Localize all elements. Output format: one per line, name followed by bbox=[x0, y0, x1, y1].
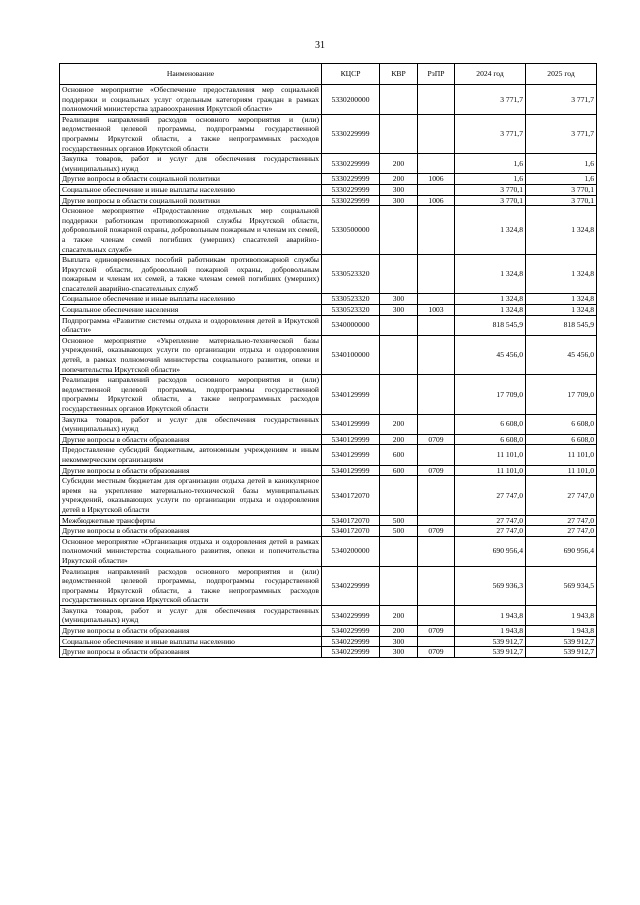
cell-kvr bbox=[380, 335, 418, 374]
cell-kcsr: 5330523320 bbox=[322, 255, 380, 294]
table-row bbox=[60, 85, 597, 115]
cell-2024: 3 770,1 bbox=[455, 195, 526, 206]
cell-kvr: 300 bbox=[380, 647, 418, 658]
cell-kvr: 200 bbox=[380, 626, 418, 637]
header-2025: 2025 год bbox=[526, 64, 597, 85]
page-number: 31 bbox=[315, 40, 325, 51]
cell-name: Закупка товаров, работ и услуг для обеспечения государственных (муниципальных) нужд bbox=[60, 414, 322, 434]
cell-kcsr: 5340200000 bbox=[322, 536, 380, 566]
cell-2025: 27 747,0 bbox=[526, 476, 597, 515]
cell-2025: 1 943,8 bbox=[526, 605, 597, 625]
header-name: Наименование bbox=[60, 64, 322, 85]
cell-kcsr: 5330229999 bbox=[322, 195, 380, 206]
cell-name: Субсидии местным бюджетам для организации отдыха детей в каникулярное время на укрепление материально-технической базы муниципальных учреждений, оказывающих услуги по организации отдыха и оздоровления детей в Иркутской области bbox=[60, 476, 322, 515]
cell-2025: 45 456,0 bbox=[526, 335, 597, 374]
cell-name: Социальное обеспечение и иные выплаты населению bbox=[60, 636, 322, 647]
cell-2024: 1 943,8 bbox=[455, 605, 526, 625]
cell-kvr: 300 bbox=[380, 636, 418, 647]
cell-kcsr: 5340229999 bbox=[322, 605, 380, 625]
cell-2025: 690 956,4 bbox=[526, 536, 597, 566]
table-row bbox=[60, 315, 597, 335]
table-row bbox=[60, 305, 597, 316]
cell-name: Основное мероприятие «Обеспечение предоставления мер социальной поддержки и социальных услуг отдельным категориям граждан в рамках полномочий министерства здравоохранения Иркутской области» bbox=[60, 85, 322, 115]
cell-name: Другие вопросы в области образования bbox=[60, 465, 322, 476]
cell-kcsr: 5340229999 bbox=[322, 566, 380, 605]
cell-rzpr bbox=[418, 335, 455, 374]
cell-2025: 27 747,0 bbox=[526, 526, 597, 537]
cell-rzpr: 0709 bbox=[418, 434, 455, 445]
cell-name: Основное мероприятие «Организация отдыха и оздоровления детей в рамках полномочий министерства социального развития, опеки и попечительства Иркутской области» bbox=[60, 536, 322, 566]
cell-2025: 1 324,8 bbox=[526, 305, 597, 316]
cell-kvr bbox=[380, 315, 418, 335]
cell-rzpr bbox=[418, 414, 455, 434]
table-row bbox=[60, 154, 597, 174]
cell-name: Социальное обеспечение населения bbox=[60, 305, 322, 316]
cell-kvr: 300 bbox=[380, 294, 418, 305]
table-row bbox=[60, 335, 597, 374]
cell-rzpr: 0709 bbox=[418, 647, 455, 658]
cell-kcsr: 5330523320 bbox=[322, 294, 380, 305]
cell-rzpr: 1006 bbox=[418, 195, 455, 206]
cell-2025: 11 101,0 bbox=[526, 445, 597, 465]
table-row bbox=[60, 605, 597, 625]
cell-name: Социальное обеспечение и иные выплаты населению bbox=[60, 184, 322, 195]
cell-name: Другие вопросы в области образования bbox=[60, 647, 322, 658]
cell-name: Другие вопросы в области образования bbox=[60, 434, 322, 445]
cell-kcsr: 5340129999 bbox=[322, 375, 380, 414]
table-row bbox=[60, 174, 597, 185]
cell-rzpr bbox=[418, 154, 455, 174]
cell-kcsr: 5340172070 bbox=[322, 515, 380, 526]
cell-kcsr: 5330500000 bbox=[322, 206, 380, 255]
cell-kcsr: 5340229999 bbox=[322, 647, 380, 658]
cell-name: Другие вопросы в области образования bbox=[60, 526, 322, 537]
cell-kcsr: 5340172070 bbox=[322, 476, 380, 515]
cell-2024: 11 101,0 bbox=[455, 445, 526, 465]
table-header-row bbox=[60, 64, 597, 85]
cell-2024: 1 324,8 bbox=[455, 305, 526, 316]
cell-2024: 3 771,7 bbox=[455, 114, 526, 153]
cell-name: Реализация направлений расходов основного мероприятия и (или) ведомственной целевой программы, подпрограммы государственной программы Иркутской области, а также непрограммных расходов государственных органов Иркутской области bbox=[60, 375, 322, 414]
cell-2024: 539 912,7 bbox=[455, 636, 526, 647]
cell-name: Межбюджетные трансферты bbox=[60, 515, 322, 526]
cell-2024: 27 747,0 bbox=[455, 515, 526, 526]
cell-kcsr: 5340129999 bbox=[322, 465, 380, 476]
cell-rzpr bbox=[418, 315, 455, 335]
cell-kvr bbox=[380, 375, 418, 414]
cell-2024: 11 101,0 bbox=[455, 465, 526, 476]
cell-kvr: 300 bbox=[380, 195, 418, 206]
cell-kcsr: 5340000000 bbox=[322, 315, 380, 335]
cell-kvr: 200 bbox=[380, 174, 418, 185]
cell-2025: 1 324,8 bbox=[526, 294, 597, 305]
cell-rzpr bbox=[418, 85, 455, 115]
cell-2024: 1 324,8 bbox=[455, 255, 526, 294]
cell-2024: 17 709,0 bbox=[455, 375, 526, 414]
cell-2024: 690 956,4 bbox=[455, 536, 526, 566]
cell-2025: 539 912,7 bbox=[526, 636, 597, 647]
cell-name: Другие вопросы в области образования bbox=[60, 626, 322, 637]
cell-kvr bbox=[380, 114, 418, 153]
cell-2025: 539 912,7 bbox=[526, 647, 597, 658]
cell-kcsr: 5330229999 bbox=[322, 114, 380, 153]
table-row bbox=[60, 515, 597, 526]
cell-kcsr: 5330229999 bbox=[322, 184, 380, 195]
table-row bbox=[60, 414, 597, 434]
cell-kvr: 200 bbox=[380, 154, 418, 174]
cell-2024: 27 747,0 bbox=[455, 526, 526, 537]
cell-name: Основное мероприятие «Предоставление отдельных мер социальной поддержки работникам противопожарной службы Иркутской области, добровольной пожарной охраны, добровольным пожарным и членам их семей, а также членам семей погибших (умерших) спасателей аварийно-спасательных служб» bbox=[60, 206, 322, 255]
cell-kcsr: 5340229999 bbox=[322, 636, 380, 647]
cell-2025: 27 747,0 bbox=[526, 515, 597, 526]
cell-kcsr: 5340129999 bbox=[322, 414, 380, 434]
cell-kvr: 600 bbox=[380, 465, 418, 476]
table-row bbox=[60, 566, 597, 605]
cell-2025: 3 771,7 bbox=[526, 114, 597, 153]
cell-rzpr bbox=[418, 294, 455, 305]
cell-kvr: 200 bbox=[380, 434, 418, 445]
cell-rzpr bbox=[418, 255, 455, 294]
table-row bbox=[60, 184, 597, 195]
table-row bbox=[60, 114, 597, 153]
cell-kcsr: 5340129999 bbox=[322, 434, 380, 445]
cell-rzpr bbox=[418, 605, 455, 625]
budget-table bbox=[59, 63, 597, 658]
cell-rzpr bbox=[418, 515, 455, 526]
cell-2025: 569 934,5 bbox=[526, 566, 597, 605]
cell-rzpr: 1003 bbox=[418, 305, 455, 316]
cell-rzpr bbox=[418, 536, 455, 566]
cell-rzpr bbox=[418, 476, 455, 515]
cell-kvr bbox=[380, 255, 418, 294]
cell-rzpr bbox=[418, 636, 455, 647]
cell-name: Подпрограмма «Развитие системы отдыха и оздоровления детей в Иркутской области» bbox=[60, 315, 322, 335]
table-row bbox=[60, 195, 597, 206]
cell-kvr: 200 bbox=[380, 414, 418, 434]
cell-name: Реализация направлений расходов основного мероприятия и (или) ведомственной целевой программы, подпрограммы государственной программы Иркутской области, а также непрограммных расходов государственных органов Иркутской области bbox=[60, 566, 322, 605]
cell-kvr: 500 bbox=[380, 526, 418, 537]
table-row bbox=[60, 476, 597, 515]
cell-2024: 569 936,3 bbox=[455, 566, 526, 605]
cell-name: Социальное обеспечение и иные выплаты населению bbox=[60, 294, 322, 305]
cell-kvr: 200 bbox=[380, 605, 418, 625]
cell-2025: 17 709,0 bbox=[526, 375, 597, 414]
cell-2025: 3 770,1 bbox=[526, 195, 597, 206]
cell-2024: 818 545,9 bbox=[455, 315, 526, 335]
cell-2025: 1 943,8 bbox=[526, 626, 597, 637]
cell-2024: 1 324,8 bbox=[455, 206, 526, 255]
cell-2025: 6 608,0 bbox=[526, 434, 597, 445]
cell-2025: 6 608,0 bbox=[526, 414, 597, 434]
cell-2025: 3 771,7 bbox=[526, 85, 597, 115]
cell-kvr bbox=[380, 85, 418, 115]
cell-2024: 27 747,0 bbox=[455, 476, 526, 515]
cell-2024: 6 608,0 bbox=[455, 414, 526, 434]
table-row bbox=[60, 445, 597, 465]
header-rzpr: РзПР bbox=[418, 64, 455, 85]
table-row bbox=[60, 636, 597, 647]
cell-2025: 818 545,9 bbox=[526, 315, 597, 335]
cell-2024: 3 770,1 bbox=[455, 184, 526, 195]
cell-name: Закупка товаров, работ и услуг для обеспечения государственных (муниципальных) нужд bbox=[60, 154, 322, 174]
cell-2025: 3 770,1 bbox=[526, 184, 597, 195]
cell-name: Закупка товаров, работ и услуг для обеспечения государственных (муниципальных) нужд bbox=[60, 605, 322, 625]
cell-2025: 1,6 bbox=[526, 174, 597, 185]
cell-rzpr bbox=[418, 375, 455, 414]
cell-name: Предоставление субсидий бюджетным, автономным учреждениям и иным некоммерческим организациям bbox=[60, 445, 322, 465]
cell-kcsr: 5340229999 bbox=[322, 626, 380, 637]
cell-kvr bbox=[380, 566, 418, 605]
cell-kvr bbox=[380, 536, 418, 566]
table-row bbox=[60, 206, 597, 255]
cell-2024: 1,6 bbox=[455, 154, 526, 174]
table-row bbox=[60, 526, 597, 537]
cell-kvr bbox=[380, 206, 418, 255]
table-row bbox=[60, 294, 597, 305]
cell-2025: 1,6 bbox=[526, 154, 597, 174]
cell-2024: 3 771,7 bbox=[455, 85, 526, 115]
cell-2025: 11 101,0 bbox=[526, 465, 597, 476]
cell-2025: 1 324,8 bbox=[526, 255, 597, 294]
cell-rzpr bbox=[418, 445, 455, 465]
cell-kcsr: 5330200000 bbox=[322, 85, 380, 115]
table-row bbox=[60, 375, 597, 414]
cell-kvr bbox=[380, 476, 418, 515]
table-row bbox=[60, 434, 597, 445]
cell-kcsr: 5340172070 bbox=[322, 526, 380, 537]
cell-kcsr: 5330229999 bbox=[322, 174, 380, 185]
cell-kcsr: 5330229999 bbox=[322, 154, 380, 174]
cell-rzpr bbox=[418, 206, 455, 255]
cell-name: Реализация направлений расходов основного мероприятия и (или) ведомственной целевой программы, подпрограммы государственной программы Иркутской области, а также непрограммных расходов государственных органов Иркутской области bbox=[60, 114, 322, 153]
cell-kvr: 600 bbox=[380, 445, 418, 465]
cell-kvr: 300 bbox=[380, 305, 418, 316]
header-kvr: КВР bbox=[380, 64, 418, 85]
cell-rzpr bbox=[418, 184, 455, 195]
cell-rzpr: 1006 bbox=[418, 174, 455, 185]
table-row bbox=[60, 255, 597, 294]
cell-2024: 539 912,7 bbox=[455, 647, 526, 658]
cell-name: Основное мероприятие «Укрепление материально-технической базы учреждений, оказывающих услуги по организации отдыха и оздоровления детей, в рамках полномочий министерства социального развития, опеки и попечительства Иркутской области» bbox=[60, 335, 322, 374]
cell-2024: 1 324,8 bbox=[455, 294, 526, 305]
cell-kcsr: 5340129999 bbox=[322, 445, 380, 465]
table-row bbox=[60, 536, 597, 566]
cell-2024: 6 608,0 bbox=[455, 434, 526, 445]
cell-rzpr: 0709 bbox=[418, 465, 455, 476]
cell-name: Другие вопросы в области социальной политики bbox=[60, 174, 322, 185]
cell-kvr: 300 bbox=[380, 184, 418, 195]
cell-kvr: 500 bbox=[380, 515, 418, 526]
cell-2024: 1,6 bbox=[455, 174, 526, 185]
cell-2024: 1 943,8 bbox=[455, 626, 526, 637]
table-row bbox=[60, 465, 597, 476]
header-2024: 2024 год bbox=[455, 64, 526, 85]
cell-kcsr: 5330523320 bbox=[322, 305, 380, 316]
cell-name: Другие вопросы в области социальной политики bbox=[60, 195, 322, 206]
table-row bbox=[60, 626, 597, 637]
table-row bbox=[60, 647, 597, 658]
cell-rzpr: 0709 bbox=[418, 626, 455, 637]
header-kcsr: КЦСР bbox=[322, 64, 380, 85]
cell-2024: 45 456,0 bbox=[455, 335, 526, 374]
cell-name: Выплата единовременных пособий работникам противопожарной службы Иркутской области, добровольной пожарной охраны, добровольным пожарным и членам их семей, а также членам семей погибших (умерших) спасателей аварийно-спасательных служб bbox=[60, 255, 322, 294]
cell-rzpr bbox=[418, 566, 455, 605]
cell-rzpr bbox=[418, 114, 455, 153]
cell-kcsr: 5340100000 bbox=[322, 335, 380, 374]
cell-2025: 1 324,8 bbox=[526, 206, 597, 255]
cell-rzpr: 0709 bbox=[418, 526, 455, 537]
